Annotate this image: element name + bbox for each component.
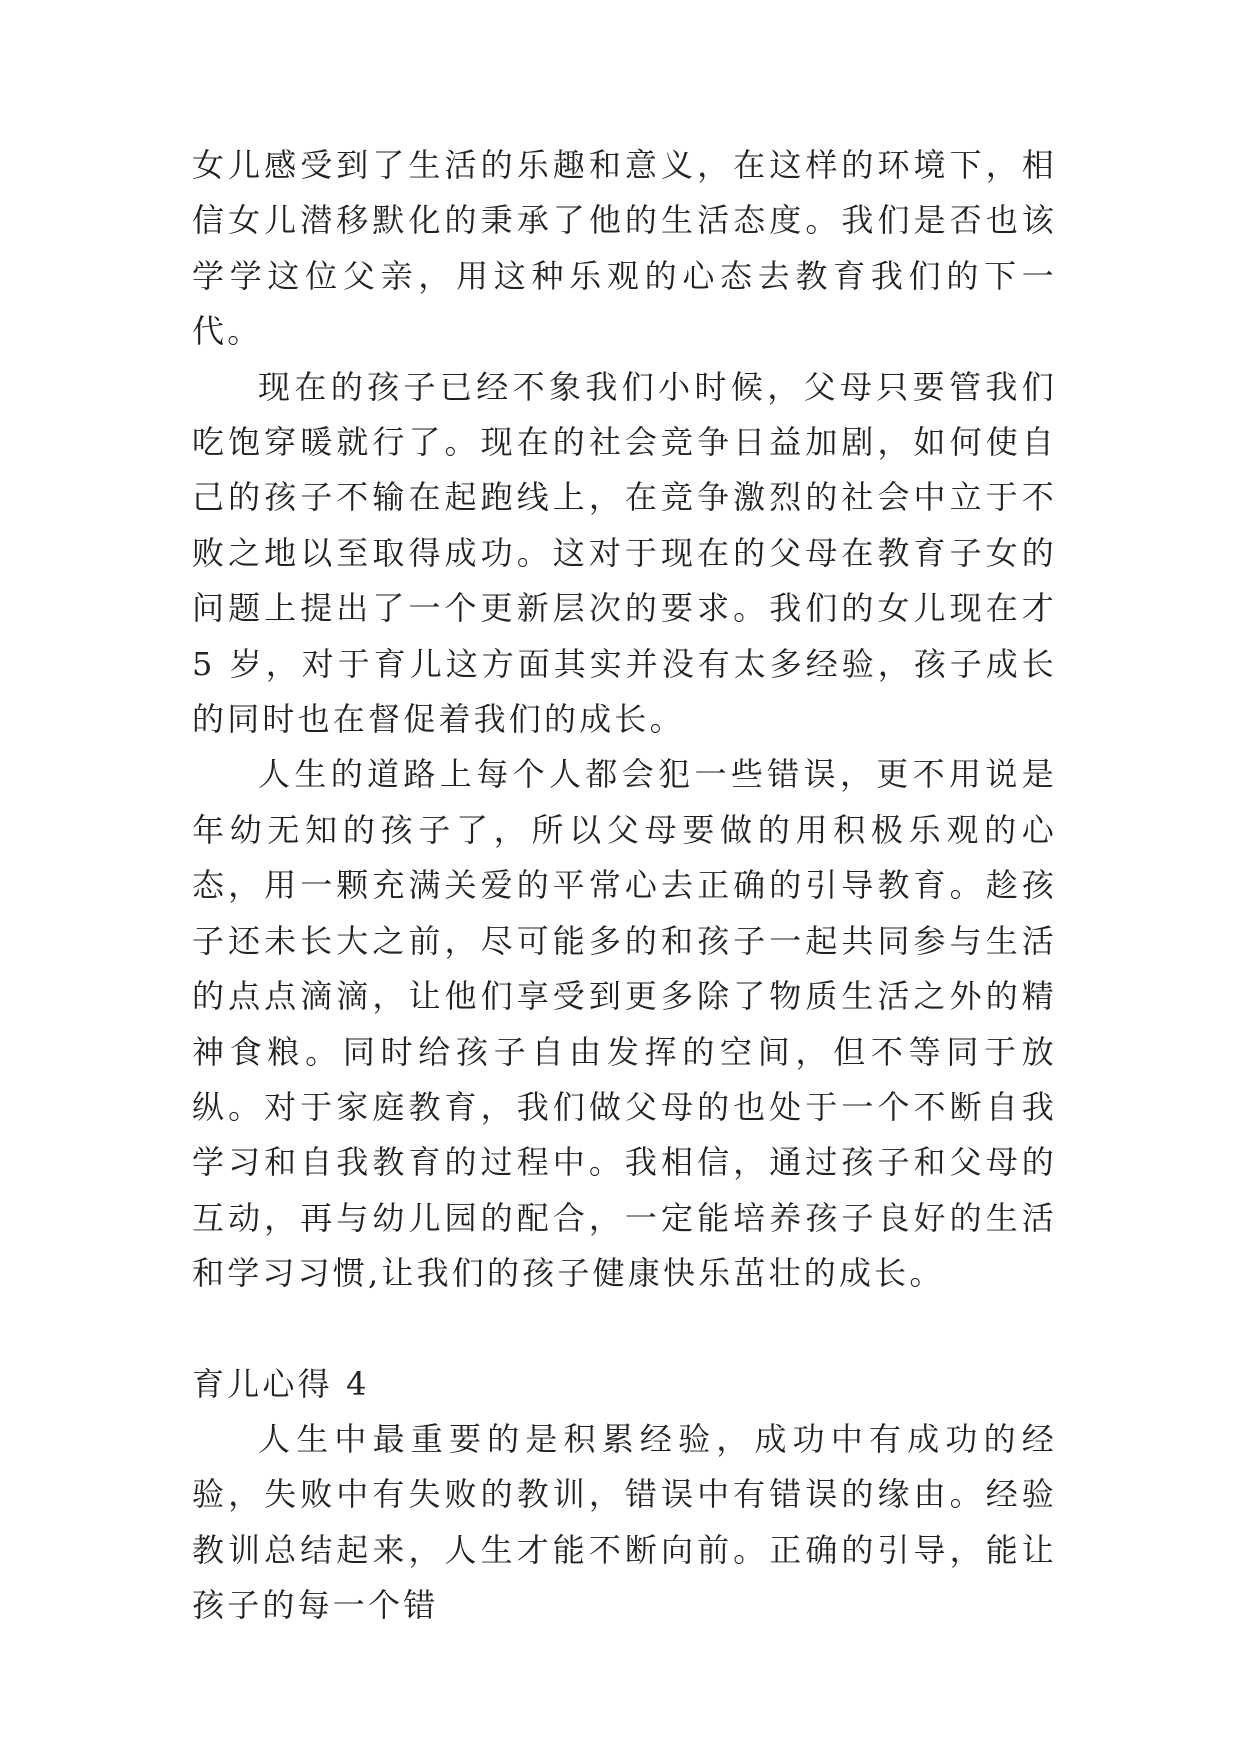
paragraph-modern-children: 现在的孩子已经不象我们小时候，父母只要管我们吃饱穿暖就行了。现在的社会竞争日益加剧，如何使自己的孩子不输在起跑线上，在竞争激烈的社会中立于不败之地以至取得成功。这对于现在的父母在教育子女的问题上提出了一个更新层次的要求。我们的女儿现在才 5 岁，对于育儿这方面其实并没有太多经验，孩子成长的同时也在督促着我们的成长。 [192, 367, 1057, 739]
paragraph-mistakes-guidance: 人生的道路上每个人都会犯一些错误，更不用说是年幼无知的孩子了，所以父母要做的用积极乐观的心态，用一颗充满关爱的平常心去正确的引导教育。趁孩子还未长大之前，尽可能多的和孩子一起共同参与生活的点点滴滴，让他们享受到更多除了物质生活之外的精神食粮。同时给孩子自由发挥的空间，但不等同于放纵。对于家庭教育，我们做父母的也处于一个不断自我学习和自我教育的过程中。我相信，通过孩子和父母的互动，再与幼儿园的配合，一定能培养孩子良好的生活和学习习惯,让我们的孩子健康快乐茁壮的成长。 [192, 755, 1057, 1293]
paragraph-experience: 人生中最重要的是积累经验，成功中有成功的经验，失败中有失败的教训，错误中有错误的缘由。经验教训总结起来，人生才能不断向前。正确的引导，能让孩子的每一个错 [192, 1419, 1057, 1625]
document-body [192, 138, 1057, 1634]
paragraph-continuation: 女儿感受到了生活的乐趣和意义，在这样的环境下，相信女儿潜移默化的秉承了他的生活态度。我们是否也该学学这位父亲，用这种乐观的心态去教育我们的下一代。 [192, 146, 1057, 351]
section-heading: 育儿心得 4 [192, 1364, 370, 1403]
